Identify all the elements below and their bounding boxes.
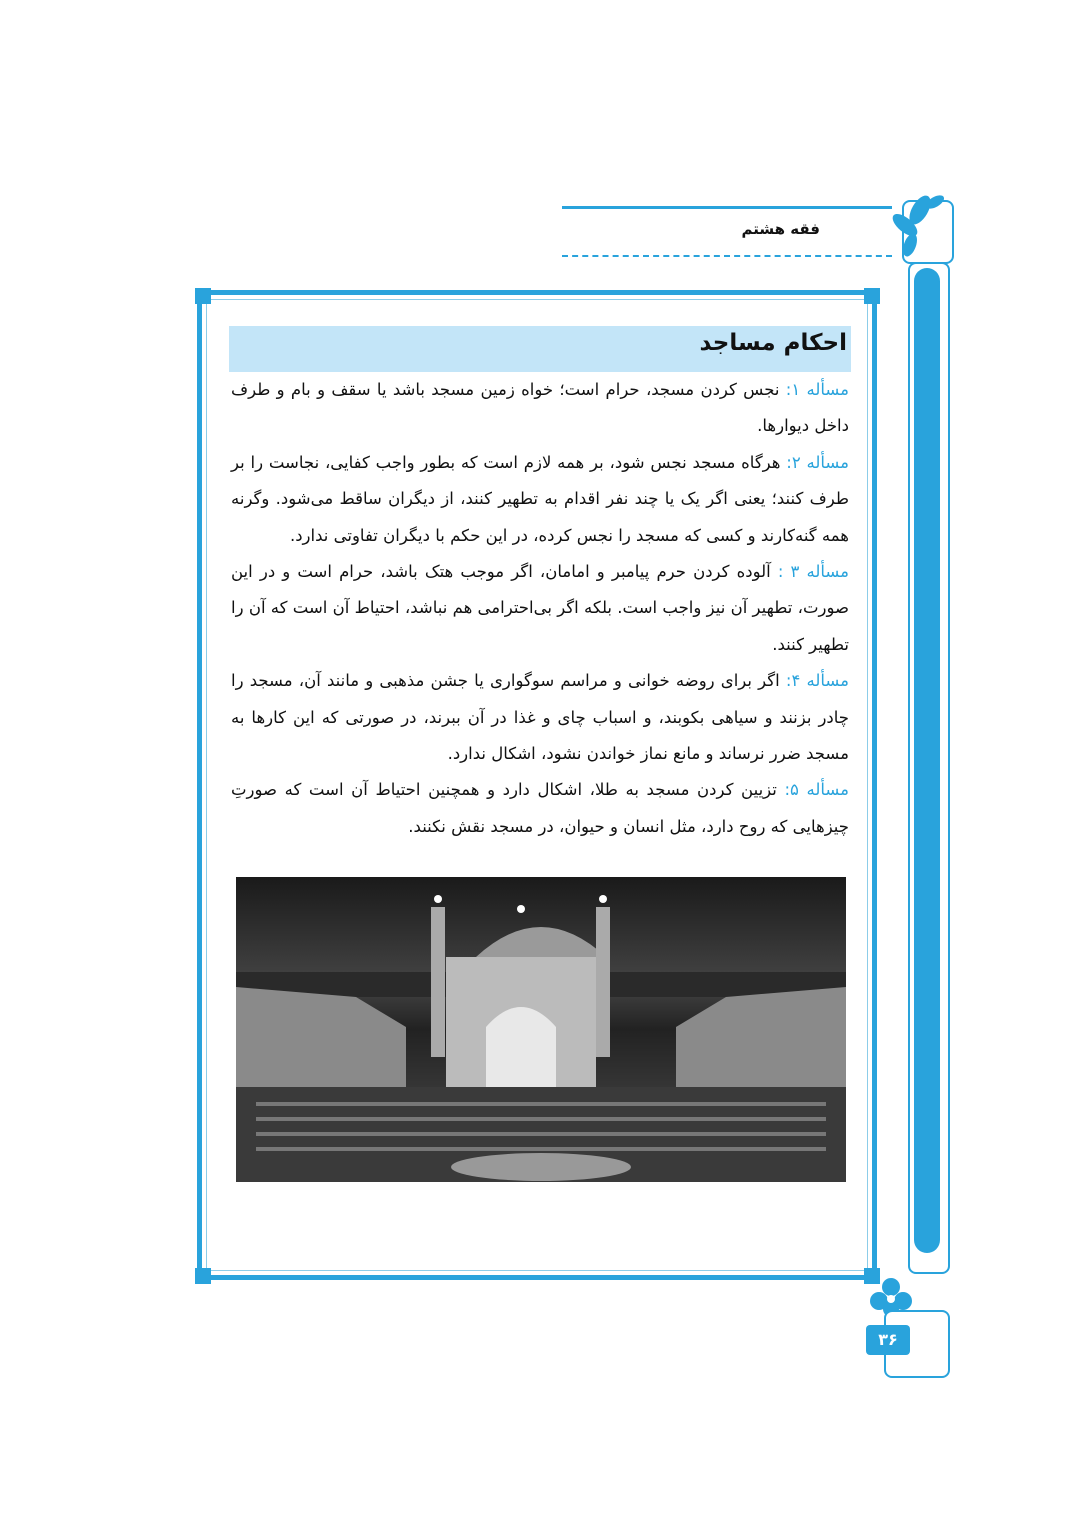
frame-corner (864, 288, 880, 304)
frame-corner (195, 1268, 211, 1284)
rule-text: اگر برای روضه خوانی و مراسم سوگواری یا جشن مذهبی و مانند آن، مسجد را چادر بزنند و سیاهی بکوبند، و اسباب چای و غذا در آن ببرند، در صورتی که این کارها به مسجد ضرر نرساند و مانع نماز خواندن نشود، اشکال ندارد. (231, 671, 849, 764)
rule-text: آلوده کردن حرم پیامبر و امامان، اگر موجب هتک باشد، حرام است و در این صورت، تطهیر آن نیز واجب است. بلکه اگر بی‌احترامی هم نباشد، احتیاط آن است که آن را تطهیر کنند. (231, 562, 849, 654)
rule-label: مسأله ۳ : (777, 562, 849, 582)
header-dashed-rule (562, 255, 892, 257)
leaf-ornament-icon (880, 190, 950, 260)
side-decoration-fill (914, 268, 940, 1253)
rule-paragraph (231, 554, 849, 663)
section-title: احکام مساجد (699, 330, 847, 356)
rules-text (231, 372, 849, 845)
page-number: ۳۶ (866, 1325, 910, 1355)
rule-label: مسأله ۲: (786, 452, 849, 472)
rule-label: مسأله ۴: (785, 671, 849, 691)
rule-text: نجس کردن مسجد، حرام است؛ خواه زمین مسجد باشد یا سقف و بام و طرف داخل دیوارها. (231, 380, 849, 436)
chapter-title: فقه هشتم (741, 220, 820, 238)
header-rule (562, 206, 892, 209)
rule-paragraph (231, 445, 849, 554)
rule-label: مسأله ۱: (785, 380, 849, 399)
rule-paragraph (231, 372, 849, 445)
frame-corner (195, 288, 211, 304)
shrine-photo (236, 877, 846, 1182)
rule-text: هرگاه مسجد نجس شود، بر همه لازم است که بطور واجب کفایی، نجاست را بر طرف کنند؛ یعنی اگر یک یا چند نفر اقدام به تطهیر کنند، از دیگران ساقط می‌شود. وگرنه همه گنه‌کارند و کسی که مسجد را نجس کرده، در این حکم با دیگران تفاوتی ندارد. (231, 452, 849, 545)
rule-paragraph (231, 663, 849, 772)
rule-text: تزیین کردن مسجد به طلا، اشکال دارد و همچنین احتیاط آن است که صورتِ چیزهایی که روح دارد، مثل انسان و حیوان، در مسجد نقش نکنند. (231, 780, 849, 836)
rule-label: مسأله ۵: (784, 780, 849, 800)
rule-paragraph (231, 772, 849, 845)
